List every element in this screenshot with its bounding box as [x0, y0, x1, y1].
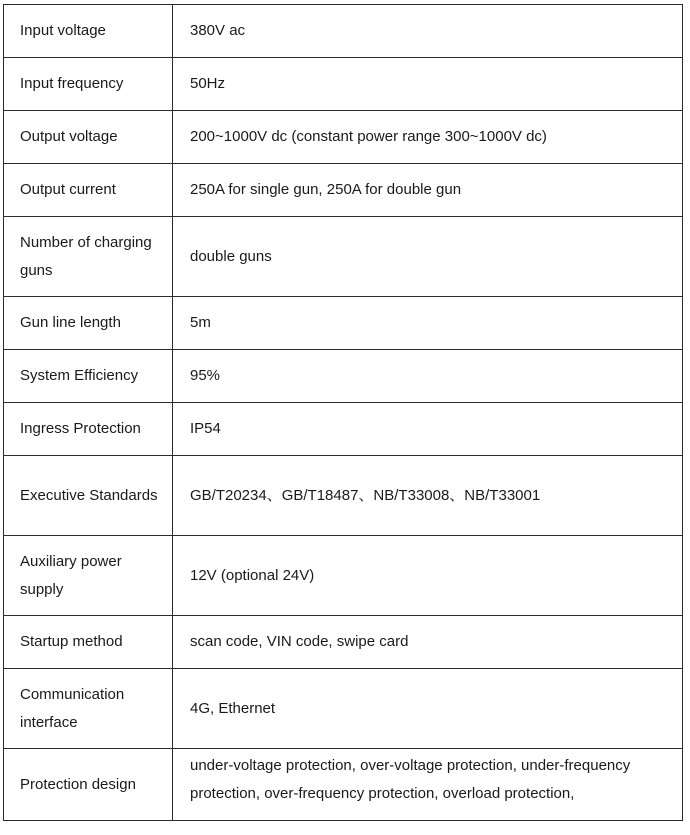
table-row	[4, 616, 683, 669]
spec-value: IP54	[173, 403, 683, 456]
spec-label: Protection design	[4, 749, 173, 821]
spec-value: double guns	[173, 217, 683, 297]
spec-value: 50Hz	[173, 58, 683, 111]
table-row	[4, 111, 683, 164]
table-row	[4, 749, 683, 821]
spec-value: 4G, Ethernet	[173, 669, 683, 749]
spec-value: 12V (optional 24V)	[173, 536, 683, 616]
spec-label: Gun line length	[4, 297, 173, 350]
spec-label: Input voltage	[4, 5, 173, 58]
spec-value: GB/T20234、GB/T18487、NB/T33008、NB/T33001	[173, 456, 683, 536]
table-row	[4, 58, 683, 111]
table-row	[4, 350, 683, 403]
spec-label: Auxiliary power supply	[4, 536, 173, 616]
table-row	[4, 164, 683, 217]
table-row	[4, 669, 683, 749]
spec-label: Startup method	[4, 616, 173, 669]
spec-value: 95%	[173, 350, 683, 403]
spec-table	[3, 4, 683, 821]
table-row	[4, 456, 683, 536]
spec-value: 250A for single gun, 250A for double gun	[173, 164, 683, 217]
spec-label: System Efficiency	[4, 350, 173, 403]
table-row	[4, 217, 683, 297]
spec-label: Ingress Protection	[4, 403, 173, 456]
spec-value: scan code, VIN code, swipe card	[173, 616, 683, 669]
spec-value: 200~1000V dc (constant power range 300~1000V dc)	[173, 111, 683, 164]
spec-value: 5m	[173, 297, 683, 350]
spec-label: Output voltage	[4, 111, 173, 164]
spec-label: Output current	[4, 164, 173, 217]
spec-label: Input frequency	[4, 58, 173, 111]
spec-label: Communication interface	[4, 669, 173, 749]
spec-value: 380V ac	[173, 5, 683, 58]
spec-value: under-voltage protection, over-voltage protection, under-frequency protection, over-frequency protection, overload protection,	[173, 749, 683, 821]
table-row	[4, 536, 683, 616]
table-row	[4, 5, 683, 58]
table-row	[4, 297, 683, 350]
spec-label: Executive Standards	[4, 456, 173, 536]
table-row	[4, 403, 683, 456]
spec-label: Number of charging guns	[4, 217, 173, 297]
